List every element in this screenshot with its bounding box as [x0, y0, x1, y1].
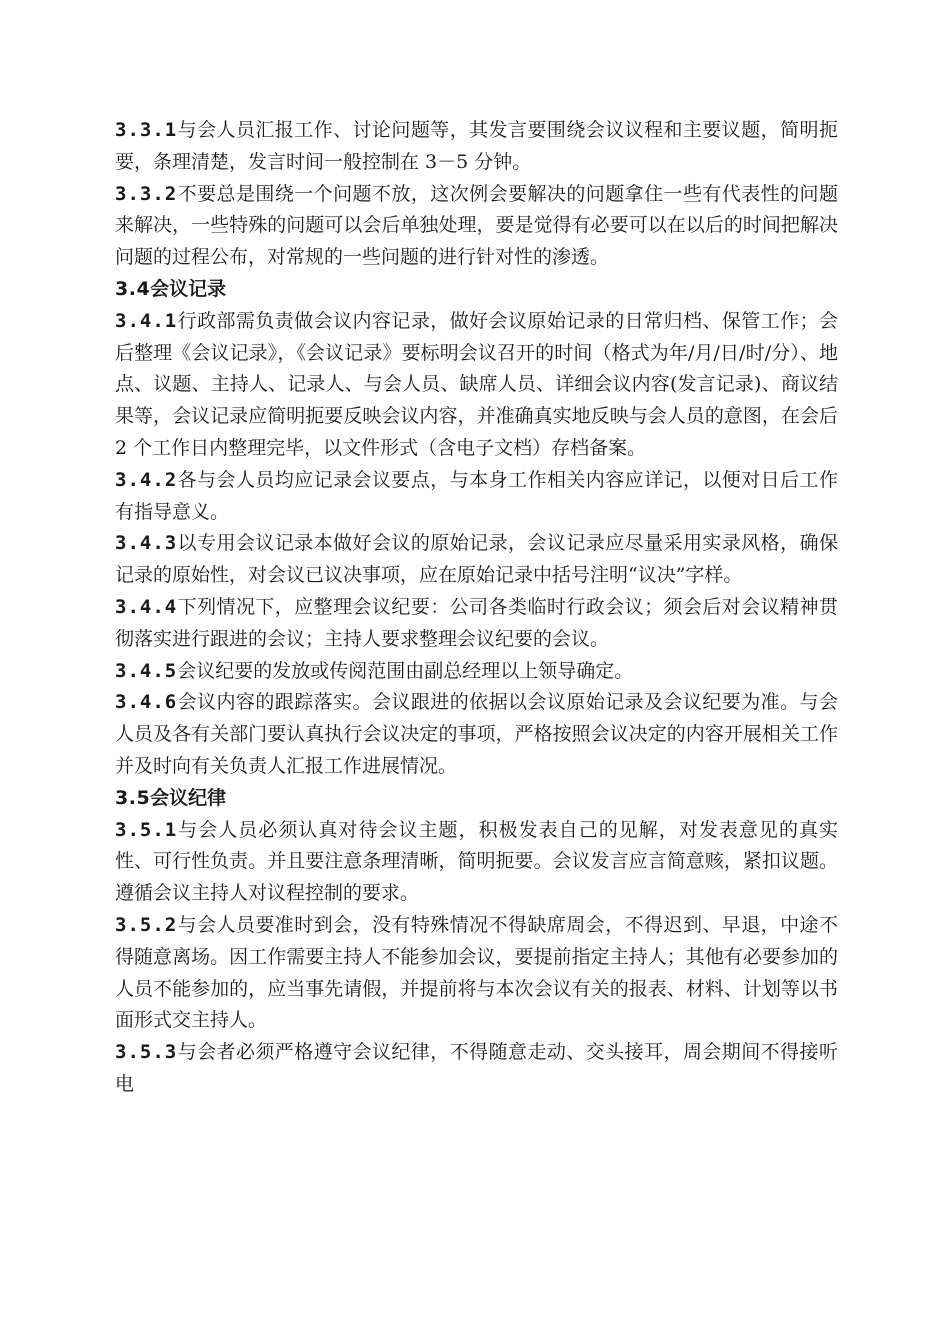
clause-3-3-2 — [115, 179, 838, 274]
clause-text: 不要总是围绕一个问题不放，这次例会要解决的问题拿住一些有代表性的问题来解决，一些特殊的问题可以会后单独处理，要是觉得有必要可以在以后的时间把解决问题的过程公布，对常规的一些问题的进行针对性的渗透。 — [115, 182, 838, 269]
section-heading-3-5 — [115, 783, 838, 815]
clause-3-4-4 — [115, 592, 838, 656]
section-title: 会议记录 — [150, 277, 227, 300]
clause-text: 各与会人员均应记录会议要点，与本身工作相关内容应详记，以便对日后工作有指导意义。 — [115, 468, 838, 523]
clause-number: 3.3.1 — [115, 119, 178, 141]
clause-text: 与会者必须严格遵守会议纪律，不得随意走动、交头接耳，周会期间不得接听电 — [115, 1041, 838, 1095]
clause-number: 3.4.4 — [115, 595, 178, 618]
clause-number: 3.4.1 — [115, 309, 178, 332]
clause-3-5-2 — [115, 910, 838, 1037]
clause-number: 3.5.3 — [115, 1041, 178, 1064]
clause-text: 以专用会议记录本做好会议的原始记录，会议记录应尽量采用实录风格，确保记录的原始性，对会议已议决事项，应在原始记录中括号注明“议决”字样。 — [115, 532, 838, 587]
clause-3-3-1 — [115, 115, 838, 179]
clause-text: 下列情况下，应整理会议纪要：公司各类临时行政会议；须会后对会议精神贯彻落实进行跟进的会议；主持人要求整理会议纪要的会议。 — [115, 595, 838, 650]
clause-number: 3.4.5 — [115, 659, 178, 682]
section-heading-3-4 — [115, 274, 838, 306]
clause-text: 会议内容的跟踪落实。会议跟进的依据以会议原始记录及会议纪要为准。与会人员及各有关部门要认真执行会议决定的事项，严格按照会议决定的内容开展相关工作并及时向有关负责人汇报工作进展情况。 — [115, 691, 838, 777]
section-number: 3.4 — [115, 277, 151, 300]
clause-number: 3.5.2 — [115, 913, 178, 936]
clause-number: 3.4.6 — [115, 691, 178, 714]
clause-3-4-2 — [115, 465, 838, 529]
clause-number: 3.4.3 — [115, 532, 178, 555]
clause-number: 3.4.2 — [115, 468, 178, 491]
section-title: 会议纪律 — [150, 786, 227, 809]
clause-text: 与会人员要准时到会，没有特殊情况不得缺席周会，不得迟到、早退，中途不得随意离场。因工作需要主持人不能参加会议，要提前指定主持人；其他有必要参加的人员不能参加的，应当事先请假，并提前将与本次会议有关的报表、材料、计划等以书面形式交主持人。 — [115, 913, 838, 1032]
section-number: 3.5 — [115, 786, 151, 809]
clause-text: 会议纪要的发放或传阅范围由副总经理以上领导确定。 — [177, 659, 634, 682]
clause-3-5-3 — [115, 1037, 838, 1101]
clause-3-4-3 — [115, 528, 838, 592]
clause-3-4-6 — [115, 687, 838, 782]
clause-3-5-1 — [115, 815, 838, 910]
clause-text: 与会人员必须认真对待会议主题，积极发表自己的见解，对发表意见的真实性、可行性负责。并且要注意条理清晰，简明扼要。会议发言应言简意赅，紧扣议题。遵循会议主持人对议程控制的要求。 — [115, 818, 838, 905]
clause-number: 3.5.1 — [115, 818, 178, 841]
clause-3-4-5 — [115, 656, 838, 688]
clause-3-4-1 — [115, 306, 838, 465]
clause-text: 与会人员汇报工作、讨论问题等，其发言要围绕会议议程和主要议题，简明扼要，条理清楚，发言时间一般控制在 3－5 分钟。 — [115, 119, 838, 173]
clause-text: 行政部需负责做会议内容记录，做好会议原始记录的日常归档、保管工作；会后整理《会议记录》，《会议记录》要标明会议召开的时间（格式为年/月/日/时/分）、地点、议题、主持人、记录人、与会人员、缺席人员、详细会议内容(发言记录)、商议结果等，会议记录应简明扼要反映会议内容，并准确真实地反映与会人员的意图，在会后 2 个工作日内整理完毕，以文件形式（含电子文档）存档备案。 — [115, 309, 838, 459]
clause-number: 3.3.2 — [115, 182, 178, 205]
